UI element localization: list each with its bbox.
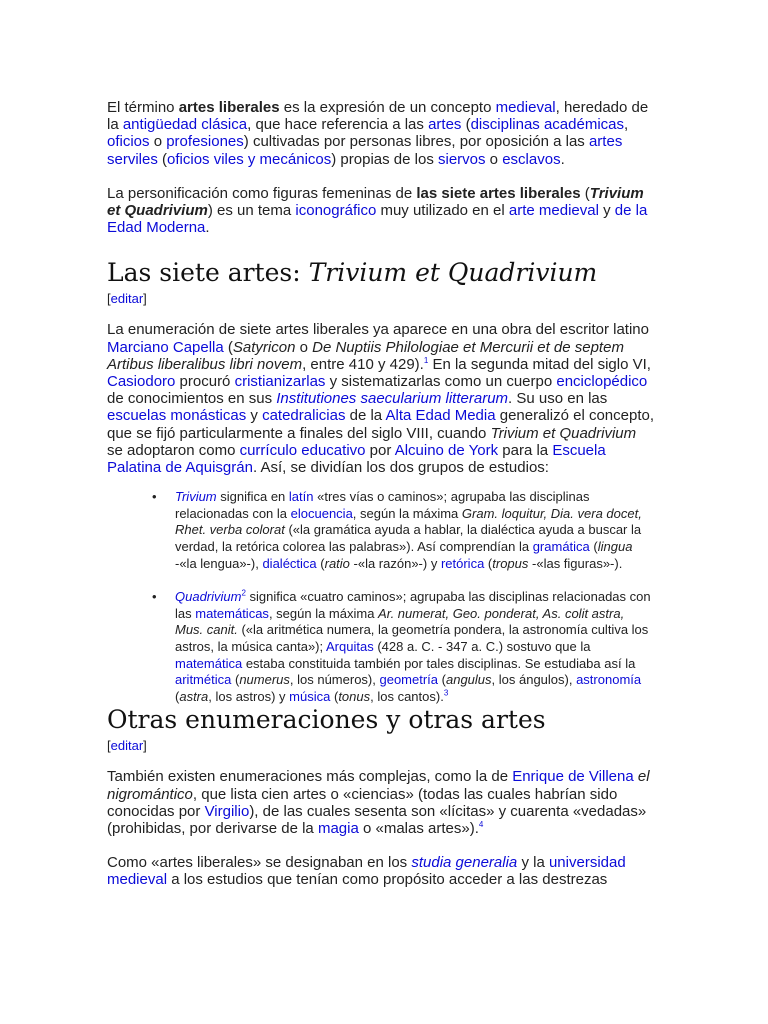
text: de conocimientos en sus	[107, 390, 277, 408]
text: ), de las cuales sesenta son «lícitas» y cuarenta «vedadas» (prohibidas, por derivarse de la	[107, 802, 647, 837]
text: («la gramática ayuda a hablar, la dialéctica ayuda a buscar la verdad, la retórica colorea las palabras»). Así comprendían la	[175, 522, 642, 555]
text: .	[205, 219, 210, 237]
text: (	[316, 555, 325, 571]
text: o	[149, 133, 167, 151]
link-retorica[interactable]: retórica	[440, 555, 485, 571]
text: ) propias de los	[331, 150, 438, 168]
link-institutiones[interactable]: Institutiones saecularium litterarum	[276, 390, 509, 408]
bracket: ]	[143, 738, 147, 754]
edit-link[interactable]: editar	[110, 291, 144, 307]
link-artes[interactable]: artes	[428, 116, 462, 134]
enumeration-paragraph	[107, 321, 655, 476]
text: (	[484, 555, 493, 571]
link-astronomia[interactable]: astronomía	[576, 672, 642, 688]
text: (	[231, 672, 240, 688]
italic-title: De Nuptiis Philologiae et Mercurii et de septem Artibus liberalibus libri novem	[107, 338, 624, 373]
text: (	[223, 338, 233, 356]
edit-link[interactable]: editar	[110, 738, 144, 754]
text: y	[598, 202, 615, 220]
text: o	[295, 338, 313, 356]
article-content	[107, 99, 655, 889]
italic-term: astra	[179, 688, 209, 704]
list-item-trivium	[152, 489, 655, 572]
section-heading-siete-artes	[107, 258, 655, 288]
text: .	[560, 150, 565, 168]
text: (	[461, 116, 471, 134]
text: estaba constituida también por tales disciplinas. Se estudiaba así la	[242, 655, 636, 671]
bold-term: artes liberales	[178, 99, 280, 116]
other-enumerations-paragraph	[107, 768, 655, 837]
text: La enumeración de siete artes liberales ya aparece en una obra del escritor latino	[107, 321, 649, 339]
text: , los ángulos),	[491, 672, 577, 688]
text: La personificación como figuras femeninas de	[107, 184, 417, 202]
link-enrique-de-villena[interactable]: Enrique de Villena	[512, 768, 634, 786]
link-disciplinas-academicas[interactable]: disciplinas académicas	[470, 116, 624, 134]
link-trivium[interactable]: Trivium	[175, 489, 217, 505]
link-arte-medieval[interactable]: arte medieval	[508, 202, 599, 220]
italic-term: numerus	[239, 672, 290, 688]
link-escuela-palatina[interactable]: Escuela Palatina de Aquisgrán	[107, 441, 606, 477]
link-studia-generalia[interactable]: studia generalia	[411, 854, 518, 872]
text: , heredado de la	[107, 99, 649, 134]
text: y sistematizarlas como un cuerpo	[325, 373, 557, 391]
link-virgilio[interactable]: Virgilio	[204, 802, 250, 820]
text: muy utilizado en el	[376, 202, 509, 220]
text: -«la razón»-) y	[349, 555, 441, 571]
heading-text: Las siete artes:	[107, 258, 309, 288]
text: En la segunda mitad del siglo VI,	[428, 355, 651, 373]
text: (	[589, 539, 598, 555]
text: , los cantos).	[370, 688, 444, 704]
link-artes-serviles[interactable]: artes serviles	[107, 133, 623, 168]
text: ) cultivadas por personas libres, por oposición a las	[243, 133, 589, 151]
link-oficios-viles[interactable]: oficios viles y mecánicos	[167, 150, 332, 168]
italic-term: lingua	[597, 539, 633, 555]
text: (	[438, 672, 446, 688]
link-cristianizarlas[interactable]: cristianizarlas	[234, 373, 326, 391]
link-edad-moderna[interactable]: de la Edad Moderna	[107, 202, 648, 237]
italic-term: ratio	[324, 555, 350, 571]
bracket: ]	[143, 291, 147, 307]
text: ) es un tema	[207, 202, 296, 220]
link-antiguedad-clasica[interactable]: antigüedad clásica	[122, 116, 248, 134]
link-casiodoro[interactable]: Casiodoro	[107, 373, 176, 391]
link-matematica[interactable]: matemática	[175, 655, 243, 671]
italic-term: tonus	[338, 688, 371, 704]
intro-paragraph	[107, 99, 655, 168]
text: a los estudios que tenían como propósito acceder a las destrezas	[167, 871, 608, 889]
link-marciano-capella[interactable]: Marciano Capella	[107, 338, 224, 356]
text: procuró	[175, 373, 235, 391]
link-oficios[interactable]: oficios	[107, 133, 150, 151]
text: por	[365, 441, 395, 459]
text: También existen enumeraciones más complejas, como la de	[107, 768, 513, 786]
link-arquitas[interactable]: Arquitas	[326, 639, 374, 654]
text: -«las figuras»-).	[528, 555, 623, 571]
disciplines-list	[107, 489, 655, 705]
text: , que hace referencia a las	[247, 116, 429, 134]
text: , según la máxima	[268, 605, 379, 621]
personification-paragraph	[107, 185, 655, 237]
italic-maxim: Ar. numerat, Geo. ponderat, As. colit astra, Mus. canit.	[175, 605, 625, 638]
text: , los astros) y	[208, 688, 290, 704]
link-musica[interactable]: música	[289, 688, 331, 704]
bullet: •	[152, 589, 157, 605]
text: (	[157, 150, 168, 168]
text: o «malas artes»).	[358, 819, 479, 837]
link-latin[interactable]: latín	[288, 489, 314, 505]
text: («la aritmética numera, la geometría pondera, la astronomía cultiva los astros, la música canta»);	[175, 622, 649, 654]
text: de la	[345, 407, 386, 425]
link-profesiones[interactable]: profesiones	[166, 133, 244, 151]
link-magia[interactable]: magia	[317, 819, 359, 837]
italic-term: tropus	[492, 555, 529, 571]
link-matematicas[interactable]: matemáticas	[195, 605, 269, 621]
edit-section-2	[107, 738, 655, 753]
text: (	[330, 688, 339, 704]
link-iconografico[interactable]: iconográfico	[295, 202, 377, 220]
link-esclavos[interactable]: esclavos	[502, 150, 561, 168]
link-escuelas-monasticas[interactable]: escuelas monásticas	[107, 407, 247, 425]
text: es la expresión de un concepto	[279, 99, 496, 116]
text: y la	[517, 854, 549, 872]
text: (	[580, 184, 590, 202]
text: y	[246, 407, 263, 425]
link-alta-edad-media[interactable]: Alta Edad Media	[385, 407, 496, 425]
text: ,	[624, 116, 629, 134]
bracket: [	[107, 738, 111, 754]
italic-term: Trivium et Quadrivium	[490, 424, 637, 442]
italic-title: Satyricon	[232, 338, 296, 356]
link-elocuencia[interactable]: elocuencia	[290, 505, 353, 521]
italic-term: angulus	[445, 672, 492, 688]
text: generalizó el concepto, que se fijó particularmente a finales del siglo VIII, cuando	[107, 407, 655, 442]
text: para la	[498, 441, 553, 459]
text: significa en	[216, 489, 289, 505]
link-enciclopedico[interactable]: enciclopédico	[556, 373, 648, 391]
liberal-arts-studies-paragraph	[107, 854, 655, 888]
footnote-link-4[interactable]: 4	[478, 819, 484, 829]
link-aritmetica[interactable]: aritmética	[175, 672, 232, 688]
list-item-quadrivium	[152, 588, 655, 705]
link-gramatica[interactable]: gramática	[532, 539, 590, 555]
text: , los números),	[289, 672, 380, 688]
link-geometria[interactable]: geometría	[379, 672, 439, 688]
bullet: •	[152, 489, 157, 505]
link-catedralicias[interactable]: catedralicias	[262, 407, 346, 425]
text: o	[485, 150, 503, 168]
text: se adoptaron como	[107, 441, 240, 459]
italic-epithet: el nigromántico	[107, 768, 650, 803]
link-quadrivium[interactable]: Quadrivium	[175, 589, 242, 605]
link-medieval[interactable]: medieval	[495, 99, 556, 116]
link-alcuino-de-york[interactable]: Alcuino de York	[394, 441, 499, 459]
text: Como «artes liberales» se designaban en los	[107, 854, 412, 872]
bold-italic-term: Trivium et Quadrivium	[107, 184, 644, 220]
heading-italic-text: Trivium et Quadrivium	[308, 258, 598, 288]
link-dialectica[interactable]: dialéctica	[262, 555, 317, 571]
text: -«la lengua»-),	[175, 555, 263, 571]
text: (	[175, 688, 180, 704]
link-curriculo-educativo[interactable]: currículo educativo	[239, 441, 366, 459]
bracket: [	[107, 291, 111, 307]
footnote-link-3[interactable]: 3	[443, 688, 449, 698]
text: El término	[107, 99, 179, 116]
edit-section-1	[107, 291, 655, 306]
text: , según la máxima	[352, 505, 462, 521]
text: , que lista cien artes o «ciencias» (todas las cuales habrían sido conocidas por	[107, 785, 618, 820]
section-heading-otras-enumeraciones: Otras enumeraciones y otras artes	[107, 705, 546, 735]
italic-maxim: Gram. loquitur, Dia. vera docet, Rhet. verba colorat	[175, 505, 642, 538]
text: , entre 410 y 429).	[302, 355, 424, 373]
footnote-link-2[interactable]: 2	[241, 588, 246, 598]
footnote-link-1[interactable]: 1	[423, 355, 429, 365]
bold-term: las siete artes liberales	[416, 184, 581, 202]
text: (428 a. C. - 347 a. C.) sostuvo que la	[373, 639, 591, 654]
text: . Su uso en las	[508, 390, 608, 408]
text: . Así, se dividían los dos grupos de estudios:	[252, 459, 549, 477]
text: «tres vías o caminos»; agrupaba las disciplinas relacionadas con la	[175, 489, 590, 521]
link-siervos[interactable]: siervos	[438, 150, 486, 168]
text: significa «cuatro caminos»; agrupaba las disciplinas relacionadas con las	[175, 589, 651, 621]
link-universidad-medieval[interactable]: universidad medieval	[107, 854, 626, 889]
